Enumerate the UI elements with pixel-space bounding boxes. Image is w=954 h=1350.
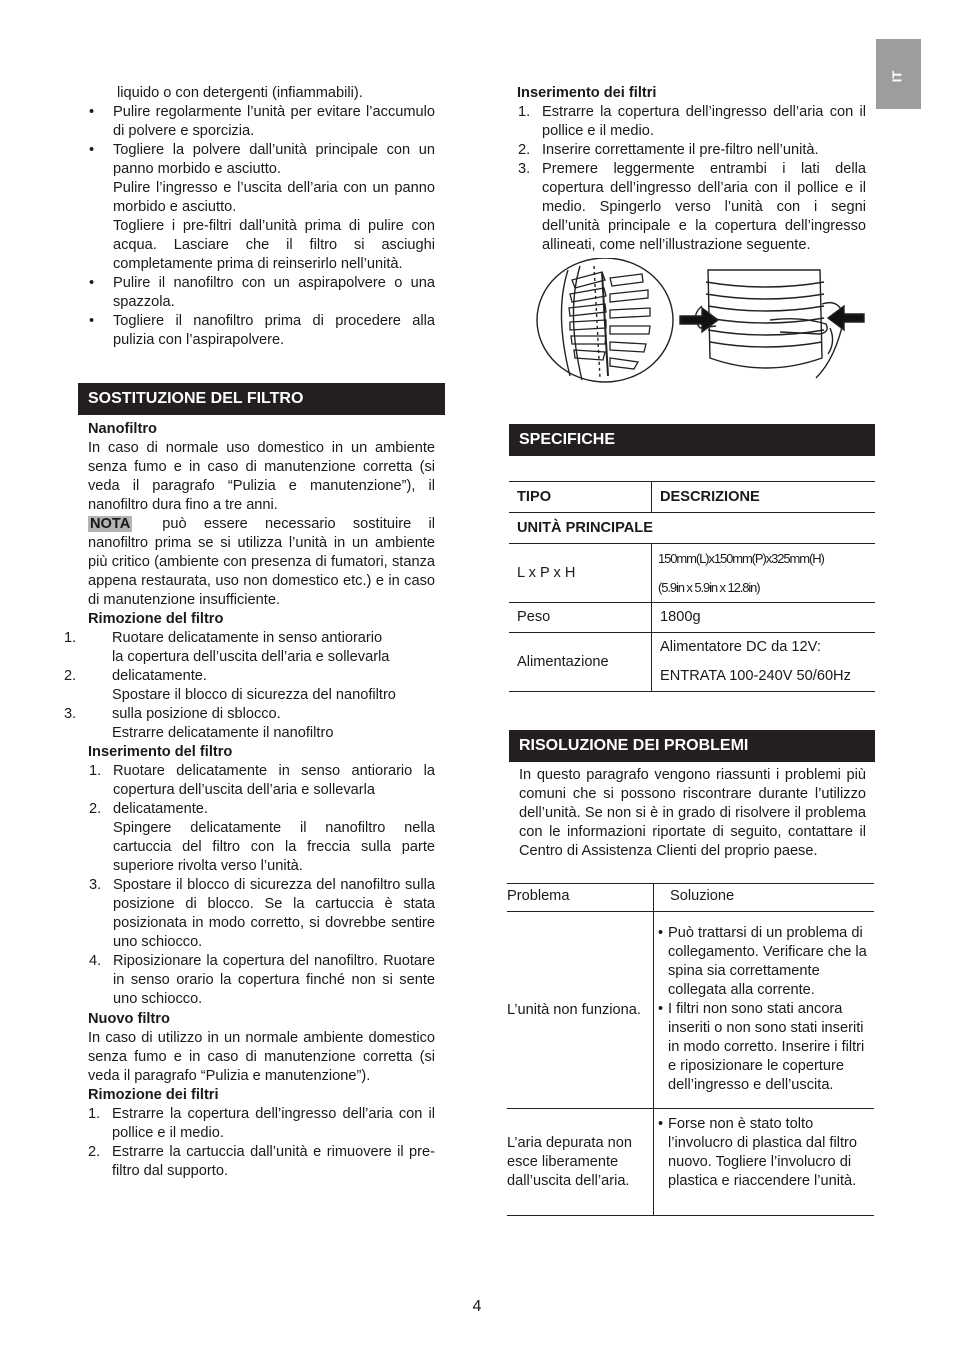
filter-section-body [64,420,435,1181]
insert-step-text: Ruotare delicatamente in senso antiorario la copertura dell’uscita dell’aria e sollevarla [113,763,435,798]
removal-num-3: 3. [64,706,77,722]
cleaning-list [88,84,435,350]
insert-step [89,762,435,800]
bullet-icon: • [89,313,95,329]
insert-step-text: delicatamente. [113,801,208,817]
cleaning-bullet [89,274,435,312]
cleaning-bullet-text: Pulire regolarmente l’unità per evitare l’accumulo di polvere e sporcizia. [113,104,435,139]
nanofiltro-text: In caso di normale uso domestico in un ambiente senza fumo e in caso di manutenzione corretta (si veda il paragrafo “Pulizia e manutenzione”), il nanofiltro dura fino a tre anni. [88,440,435,513]
solution-1 [654,912,875,1109]
troubleshooting-col-problem: Problema [507,884,654,912]
specs-col-tipo: TIPO [509,482,652,513]
insert-prefilter-step [518,103,866,141]
prefilter-removal-step-text: Estrarre la copertura dell’ingresso dell’aria con il pollice e il medio. [112,1106,435,1141]
specs-header-row [509,482,875,513]
nota-label: NOTA [90,516,131,532]
prefilter-removal-step [88,1105,435,1143]
insert-step-text: Spingere delicatamente il nanofiltro nella cartuccia del filtro con la freccia sulla parte superiore rivolta verso l’unità. [113,820,435,874]
specs-row-weight [509,603,875,633]
prefilter-removal-step [88,1143,435,1181]
insert-prefilter-step-text: Estrarre la copertura dell’ingresso dell’aria con il pollice e il medio. [542,104,866,139]
removal-line: la copertura dell’uscita dell’aria e sollevarla [112,649,390,665]
insert-prefilters-title: Inserimento dei filtri [517,85,657,101]
specs-dimensions-label: L x P x H [509,544,652,603]
specs-dimensions-value [652,544,876,603]
insert-step [89,952,435,1009]
insert-step-number: 2. [89,801,102,817]
insert-prefilter-step [518,160,866,255]
prefilter-removal-step-number: 2. [88,1144,101,1160]
insert-prefilter-step [518,141,866,160]
unit-drawing [695,270,844,378]
specs-power-label: Alimentazione [509,633,652,692]
removal-line: delicatamente. [112,668,207,684]
troubleshooting-col-solution: Soluzione [654,884,875,912]
prefilter-removal-step-text: Estrarre la cartuccia dall’unità e rimuovere il pre-filtro dal supporto. [112,1144,435,1179]
insert-prefilter-step-number: 1. [518,104,531,120]
prefilter-removal-step-number: 1. [88,1106,101,1122]
solution-2-item: • Forse non è stato tolto l’involucro di plastica dal filtro nuovo. Togliere l’involucro di plastica e riaccendere l’unità. [656,1115,860,1191]
insert-prefilter-step-number: 2. [518,142,531,158]
removal-line: Ruotare delicatamente in senso antiorario [112,630,383,646]
cleaning-line0: liquido o con detergenti (infiammabili). [117,85,363,101]
new-filter-title: Nuovo filtro [88,1011,170,1027]
solution-1-item: • I filtri non sono stati ancora inseriti o non sono stati inseriti in modo corretto. Inserire i filtri e riposizionare le coperture dell’ingresso e dell’uscita. [656,1000,874,1095]
cleaning-bullet [89,312,435,350]
bullet-icon: • [89,275,95,291]
insert-prefilters [517,84,866,255]
specs-dimensions-in: (5.9in x 5.9in x 12.8in) [658,580,760,595]
prefilter-removal-steps [88,1105,435,1181]
insert-step-text: Riposizionare la copertura del nanofiltro. Ruotare in senso orario la copertura finché non si sente uno schiocco. [113,953,435,1007]
section-header-filter: SOSTITUZIONE DEL FILTRO [78,383,445,415]
removal-steps [64,629,435,743]
troubleshooting-table [507,883,874,1216]
cleaning-bullet-text: Pulire il nanofiltro con un aspirapolvere o una spazzola. [113,275,435,310]
troubleshooting-intro: In questo paragrafo vengono riassunti i problemi più comuni che si possono riscontrare durante l’utilizzo dell’unità. Se non si è in grado di risolvere il problema con le informazioni riportate di seguito, contattare il Centro di Assistenza Clienti del proprio paese. [519,767,866,859]
cleaning-bullets [88,103,435,350]
specs-table [509,481,875,692]
specs-dimensions-mm: 150mm(L)x150mm(P)x325mm(H) [658,551,824,566]
insert-step-number: 3. [89,877,102,893]
specs-group: UNITÀ PRINCIPALE [509,513,875,544]
insert-prefilter-step-text: Inserire correttamente il pre-filtro nell’unità. [542,142,819,158]
removal-num-1: 1. [64,630,77,646]
language-tab [876,39,921,109]
nanofiltro-title: Nanofiltro [88,421,157,437]
solution-1-item: • Può trattarsi di un problema di collegamento. Verificare che la spina sia correttamente collegata alla corrente. [656,924,874,1000]
zoom-detail [561,266,650,380]
removal-line: sulla posizione di sblocco. [112,706,281,722]
arrow-left-icon [828,306,864,330]
removal-title: Rimozione del filtro [88,611,224,627]
insert-title: Inserimento del filtro [88,744,233,760]
cleaning-bullet-text: Togliere la polvere dall’unità principale con un panno morbido e asciutto. [113,142,435,177]
insert-prefilter-step-text: Premere leggermente entrambi i lati della copertura dell’ingresso dell’aria con il pollice e il medio. Spingerlo verso l’unità con i segni dell’unità principale e la copertura dell’ingresso allineati, come nell’illustrazione seguente. [542,161,866,253]
specs-power-line2: ENTRATA 100-240V 50/60Hz [660,668,851,684]
troubleshooting-header-row [507,884,874,912]
nota-text: può essere necessario sostituire il nanofiltro prima se si utilizza l’unità in un ambiente più critico (ambiente con presenza di fumatori, stanza appena restaurata, uso non domestico etc.) e in caso di manutenzione insufficiente. [88,516,435,608]
language-tab-label: IT [889,70,905,83]
insert-prefilter-step-number: 3. [518,161,531,177]
bullet-icon: • [89,142,95,158]
cleaning-bullet-text: Togliere i pre-filtri dall’unità prima di pulire con acqua. Lasciare che il filtro si asciughi completamente prima di reinserirlo nell’unità. [113,218,435,272]
insert-step [89,800,435,819]
cleaning-bullet-text: Pulire l’ingresso e l’uscita dell’aria con un panno morbido e asciutto. [113,180,435,215]
troubleshooting-row-1 [507,912,874,1109]
specs-col-descrizione: DESCRIZIONE [652,482,876,513]
insert-step-text: Spostare il blocco di sicurezza del nanofiltro sulla posizione di blocco. Se la cartuccia è stata posizionata in modo corretto, si dovrebbe sentire uno schiocco. [113,877,435,950]
insert-steps [88,762,435,1009]
filter-cover-illustration [530,258,870,390]
specs-row-dimensions [509,544,875,603]
removal-line: Spostare il blocco di sicurezza del nanofiltro [112,687,396,703]
cleaning-bullet-text: Togliere il nanofiltro prima di procedere alla pulizia con l’aspirapolvere. [113,313,435,348]
bullet-icon: • [89,104,95,120]
specs-weight-label: Peso [509,603,652,633]
specs-power-line1: Alimentatore DC da 12V: [660,639,821,655]
removal-num-2: 2. [64,668,77,684]
troubleshooting-row-2 [507,1109,874,1216]
insert-step [113,819,435,876]
insert-step-number: 4. [89,953,102,969]
new-filter-text: In caso di utilizzo in un normale ambiente domestico senza fumo e in caso di manutenzione corretta (si veda il paragrafo “Pulizia e manutenzione”). [88,1030,435,1084]
solution-2 [654,1109,875,1216]
specs-group-row [509,513,875,544]
insert-step-number: 1. [89,763,102,779]
prefilter-removal-title: Rimozione dei filtri [88,1087,219,1103]
insert-prefilters-steps [517,103,866,255]
cleaning-bullet [89,141,435,274]
cleaning-bullet [89,103,435,141]
problem-1: L’unità non funziona. [507,912,654,1109]
specs-power-value [652,633,876,692]
specs-row-power [509,633,875,692]
arrow-right-icon [680,308,718,332]
section-header-specs: SPECIFICHE [509,424,875,456]
problem-2: L’aria depurata non esce liberamente dall’uscita dell’aria. [507,1109,654,1216]
specs-weight-value: 1800g [652,603,876,633]
page-number: 4 [472,1298,482,1315]
insert-step [89,876,435,952]
section-header-troubleshooting: RISOLUZIONE DEI PROBLEMI [509,730,875,762]
removal-line: Estrarre delicatamente il nanofiltro [112,725,334,741]
nota-paragraph [88,515,435,610]
